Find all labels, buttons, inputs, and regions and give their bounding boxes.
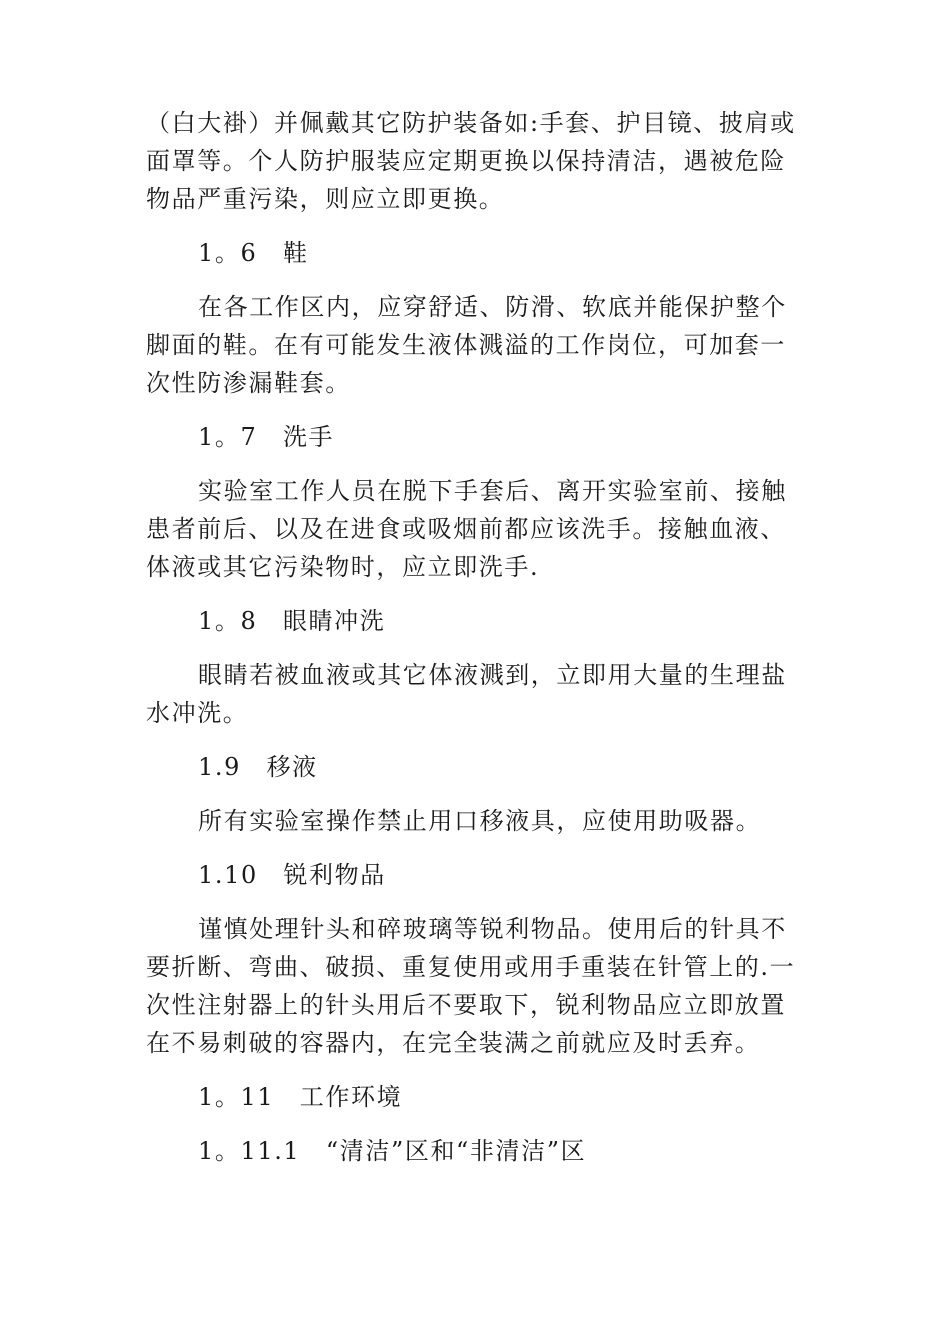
- subsection-heading-clean-zones: 1。11.1 “清洁”区和“非清洁”区: [198, 1137, 587, 1165]
- section-heading-shoes: 1。6 鞋: [198, 239, 309, 267]
- section-heading-eye-wash: 1。8 眼睛冲洗: [198, 607, 386, 635]
- section-heading-work-environment: 1。11 工作环境: [198, 1083, 403, 1111]
- section-heading-sharps: 1.10 锐利物品: [198, 861, 386, 889]
- paragraph-pipetting: 所有实验室操作禁止用口移液具，应使用助吸器。: [198, 807, 762, 835]
- paragraph-protective-clothing: （白大褂）并佩戴其它防护装备如:手套、护目镜、披肩或面罩等。个人防护服装应定期更换以保持清洁，遇被危险物品严重污染，则应立即更换。: [146, 109, 796, 213]
- section-heading-pipetting: 1.9 移液: [198, 753, 318, 781]
- document-body: [146, 104, 806, 1170]
- paragraph-handwashing: 实验室工作人员在脱下手套后、离开实验室前、接触患者前后、以及在进食或吸烟前都应该洗手。接触血液、体液或其它污染物时，应立即洗手.: [146, 477, 787, 581]
- section-heading-handwashing: 1。7 洗手: [198, 423, 335, 451]
- paragraph-eye-wash: 眼睛若被血液或其它体液溅到，立即用大量的生理盐水冲洗。: [146, 661, 787, 727]
- paragraph-shoes: 在各工作区内，应穿舒适、防滑、软底并能保护整个脚面的鞋。在有可能发生液体溅溢的工作岗位，可加套一次性防渗漏鞋套。: [146, 293, 787, 397]
- paragraph-sharps: 谨慎处理针头和碎玻璃等锐利物品。使用后的针具不要折断、弯曲、破损、重复使用或用手重装在针管上的.一次性注射器上的针头用后不要取下，锐利物品应立即放置在不易刺破的容器内，在完全装满之前就应及时丢弃。: [146, 915, 796, 1057]
